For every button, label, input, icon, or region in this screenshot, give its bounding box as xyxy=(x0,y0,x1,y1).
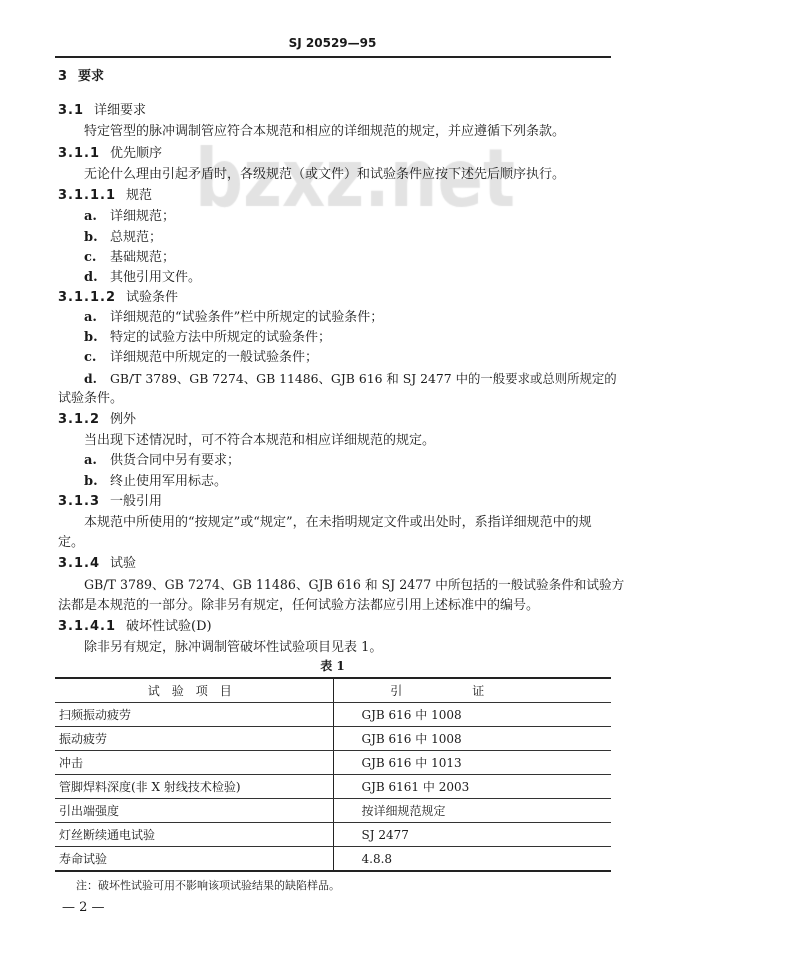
list-item: b. 终止使用军用标志。 xyxy=(84,474,228,489)
paragraph: 当出现下述情况时，可不符合本规范和相应详细规范的规定。 xyxy=(84,433,436,448)
table-row xyxy=(55,751,611,775)
section-3-1-4-heading: 3.1.4 试验 xyxy=(58,556,137,571)
section-3-1-4-1-heading: 3.1.4.1 破坏性试验(D) xyxy=(58,619,212,634)
table-cell: SJ 2477 xyxy=(333,823,611,847)
table-caption: 表 1 xyxy=(320,659,345,673)
table-cell: 扫频振动疲劳 xyxy=(55,703,333,727)
table-cell: 振动疲劳 xyxy=(55,727,333,751)
doc-header: SJ 20529—95 xyxy=(288,36,377,50)
section-3-1-1-1-heading: 3.1.1.1 规范 xyxy=(58,188,153,203)
table-cell: GJB 616 中 1008 xyxy=(333,703,611,727)
list-item: b. 特定的试验方法中所规定的试验条件； xyxy=(84,330,332,345)
table-cell: 按详细规范规定 xyxy=(333,799,611,823)
header-rule xyxy=(55,56,611,58)
paragraph: GB/T 3789、GB 7274、GB 11486、GJB 616 和 SJ 2477 中所包括的一般试验条件和试验方 xyxy=(84,577,625,592)
section-3-1-3-heading: 3.1.3 一般引用 xyxy=(58,494,163,509)
table-note: 注：破坏性试验可用不影响该项试验结果的缺陷样品。 xyxy=(76,879,340,892)
test-items-table xyxy=(55,677,611,872)
table-row xyxy=(55,703,611,727)
table-cell: GJB 6161 中 2003 xyxy=(333,775,611,799)
paragraph: 除非另有规定，脉冲调制管破坏性试验项目见表 1。 xyxy=(84,640,383,655)
section-3-1-heading: 3.1 详细要求 xyxy=(58,103,147,118)
table-cell: 寿命试验 xyxy=(55,847,333,872)
section-3-1-1-heading: 3.1.1 优先顺序 xyxy=(58,146,163,161)
table-row xyxy=(55,727,611,751)
paragraph: 本规范中所使用的“按规定”或“规定”，在未指明规定文件或出处时，系指详细规范中的规 xyxy=(84,515,592,530)
table-row xyxy=(55,775,611,799)
table-row xyxy=(55,847,611,872)
page-number: — 2 — xyxy=(62,900,105,915)
list-item: d. GB/T 3789、GB 7274、GB 11486、GJB 616 和 SJ 2477 中的一般要求或总则所规定的 xyxy=(84,371,617,386)
paragraph-continuation: 法都是本规范的一部分。除非另有规定，任何试验方法都应引用上述标准中的编号。 xyxy=(58,598,540,613)
list-item: d. 其他引用文件。 xyxy=(84,270,202,285)
table-cell: 引出端强度 xyxy=(55,799,333,823)
list-item: c. 详细规范中所规定的一般试验条件； xyxy=(84,350,319,365)
table-row xyxy=(55,799,611,823)
paragraph-continuation: 定。 xyxy=(58,535,85,550)
table-cell: 灯丝断续通电试验 xyxy=(55,823,333,847)
paragraph: 特定管型的脉冲调制管应符合本规范和相应的详细规范的规定，并应遵循下列条款。 xyxy=(84,124,566,139)
section-3: 3 要求 xyxy=(58,69,105,84)
table-cell: 冲击 xyxy=(55,751,333,775)
table-cell: 4.8.8 xyxy=(333,847,611,872)
list-item: a. 详细规范的“试验条件”栏中所规定的试验条件； xyxy=(84,310,384,325)
list-item: c. 基础规范； xyxy=(84,250,176,265)
table-row xyxy=(55,823,611,847)
list-item: a. 供货合同中另有要求； xyxy=(84,453,241,468)
table-header-row xyxy=(55,678,611,703)
table-cell: 管脚焊料深度(非 X 射线技术检验) xyxy=(55,775,333,799)
list-item: a. 详细规范； xyxy=(84,209,176,224)
list-item-continuation: 试验条件。 xyxy=(58,391,124,406)
table-cell: GJB 616 中 1013 xyxy=(333,751,611,775)
column-header: 引证 xyxy=(333,678,611,703)
paragraph: 无论什么理由引起矛盾时，各级规范（或文件）和试验条件应按下述先后顺序执行。 xyxy=(84,167,566,182)
table-cell: GJB 616 中 1008 xyxy=(333,727,611,751)
column-header: 试验项目 xyxy=(55,678,333,703)
list-item: b. 总规范； xyxy=(84,230,163,245)
section-3-1-2-heading: 3.1.2 例外 xyxy=(58,412,137,427)
section-3-1-1-2-heading: 3.1.1.2 试验条件 xyxy=(58,290,179,305)
